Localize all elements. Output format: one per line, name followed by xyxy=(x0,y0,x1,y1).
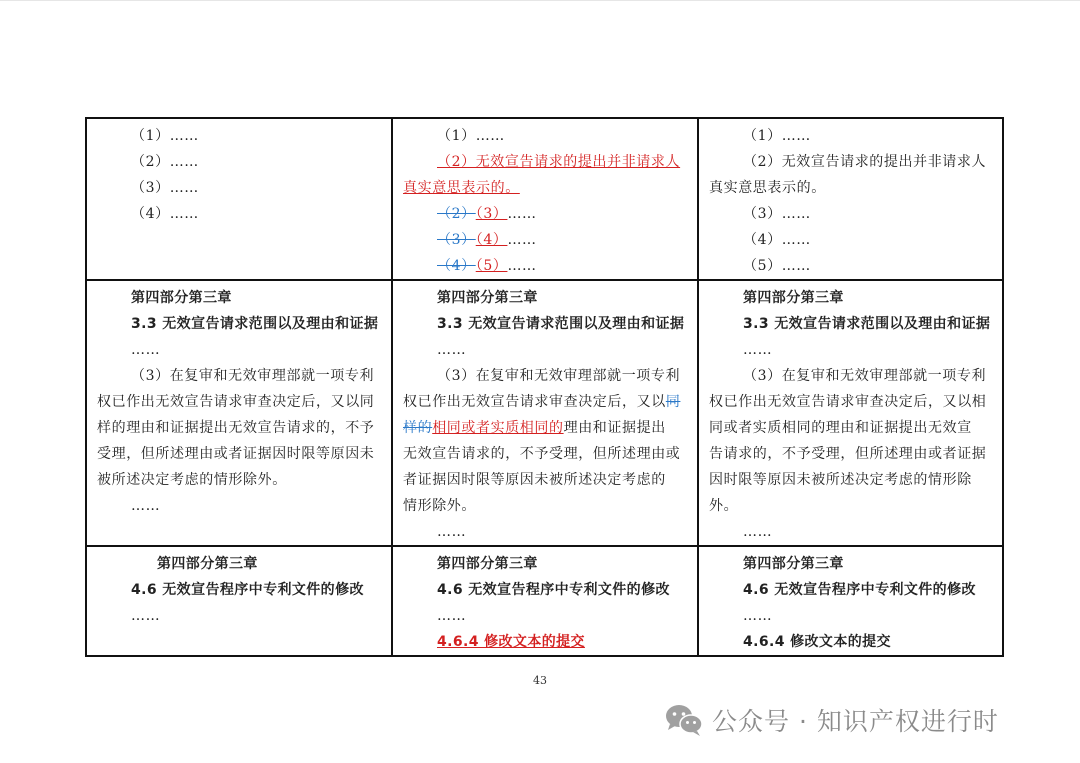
renumbered-item: （2）（3）…… xyxy=(437,206,537,222)
paragraph-line: 权已作出无效宣告请求审查决定后，又以同 xyxy=(403,394,681,410)
paragraph-line: 同或者实质相同的理由和证据提出无效宣 xyxy=(709,420,972,436)
row3-revision-cell xyxy=(392,546,698,656)
inserted-text: 真实意思表示的。 xyxy=(403,180,520,196)
ellipsis: …… xyxy=(743,524,773,540)
paragraph-line: （3）在复审和无效审理部就一项专利 xyxy=(743,368,987,384)
inserted-item-continued xyxy=(403,175,689,201)
paragraph-line: （3）在复审和无效审理部就一项专利 xyxy=(131,368,375,384)
ellipsis: …… xyxy=(437,342,467,358)
inserted-heading xyxy=(403,629,689,655)
inserted-text: 4.6.4 修改文本的提交 xyxy=(437,634,585,650)
section-subheading: 3.3 无效宣告请求范围以及理由和证据 xyxy=(743,316,991,332)
paragraph-line: 权已作出无效宣告请求审查决定后，又以相 xyxy=(709,394,987,410)
watermark-text: 公众号 · 知识产权进行时 xyxy=(712,707,999,736)
row2-final-cell xyxy=(698,280,1003,546)
paragraph-line: 情形除外。 xyxy=(403,498,476,514)
ellipsis: …… xyxy=(743,342,773,358)
deleted-text: 同 xyxy=(665,394,681,410)
list-item: （4）…… xyxy=(131,206,199,222)
list-item: （1）…… xyxy=(743,128,811,144)
row1-revision-cell xyxy=(392,118,698,280)
paragraph-line: （3）在复审和无效审理部就一项专利 xyxy=(437,368,681,384)
section-heading: 第四部分第三章 xyxy=(437,556,538,572)
inserted-text: 相同或者实质相同的 xyxy=(432,420,564,436)
inserted-text: （3） xyxy=(475,206,508,222)
ellipsis: …… xyxy=(743,608,773,624)
paragraph-line: 权已作出无效宣告请求审查决定后，又以同 xyxy=(97,394,375,410)
section-heading: 第四部分第三章 xyxy=(131,290,232,306)
watermark xyxy=(664,700,999,740)
list-item-continued: 真实意思表示的。 xyxy=(709,180,826,196)
list-item: （4）…… xyxy=(743,232,811,248)
inserted-item xyxy=(403,149,689,175)
page-top-rule xyxy=(0,0,1080,1)
inserted-text: （4） xyxy=(475,232,508,248)
paragraph-line: 外。 xyxy=(709,498,739,514)
wechat-icon xyxy=(664,703,704,737)
section-heading: 第四部分第三章 xyxy=(743,556,844,572)
deleted-text: （4） xyxy=(437,258,476,274)
section-heading: 第四部分第三章 xyxy=(157,556,258,572)
list-item: （2）无效宣告请求的提出并非请求人 xyxy=(743,154,987,170)
section-subheading: 4.6 无效宣告程序中专利文件的修改 xyxy=(743,582,976,598)
list-item: （3）…… xyxy=(743,206,811,222)
paragraph-line: 受理，但所述理由或者证据因时限等原因未 xyxy=(97,446,375,462)
row1-final-cell xyxy=(698,118,1003,280)
inserted-text: （2）无效宣告请求的提出并非请求人 xyxy=(437,154,681,170)
table-row xyxy=(86,118,1003,280)
list-item: （5）…… xyxy=(743,258,811,274)
list-item: （1）…… xyxy=(131,128,199,144)
ellipsis: …… xyxy=(437,608,467,624)
section-subheading: 3.3 无效宣告请求范围以及理由和证据 xyxy=(437,316,685,332)
list-item: （1）…… xyxy=(437,128,505,144)
paragraph-line: 无效宣告请求的，不予受理，但所述理由或 xyxy=(403,446,681,462)
section-subheading: 3.3 无效宣告请求范围以及理由和证据 xyxy=(131,316,379,332)
renumbered-item: （4）（5）…… xyxy=(437,258,537,274)
new-heading: 4.6.4 修改文本的提交 xyxy=(743,634,891,650)
list-item: （2）…… xyxy=(131,154,199,170)
row2-revision-cell xyxy=(392,280,698,546)
deleted-text: （2） xyxy=(437,206,476,222)
table-row xyxy=(86,546,1003,656)
section-heading: 第四部分第三章 xyxy=(437,290,538,306)
page-number: 43 xyxy=(533,674,547,687)
comparison-table xyxy=(85,117,1004,657)
row3-final-cell xyxy=(698,546,1003,656)
ellipsis: …… xyxy=(437,524,467,540)
section-heading: 第四部分第三章 xyxy=(743,290,844,306)
ellipsis: …… xyxy=(131,342,161,358)
paragraph-line: 样的相同或者实质相同的理由和证据提出 xyxy=(403,420,666,436)
row2-original-cell xyxy=(86,280,392,546)
deleted-text: 样的 xyxy=(403,420,433,436)
row1-original-cell xyxy=(86,118,392,280)
paragraph-line: 因时限等原因未被所述决定考虑的情形除 xyxy=(709,472,972,488)
inserted-text: （5） xyxy=(475,258,508,274)
ellipsis: …… xyxy=(131,498,161,514)
paragraph-line: 告请求的，不予受理，但所述理由或者证据 xyxy=(709,446,987,462)
paragraph-line: 被所述决定考虑的情形除外。 xyxy=(97,472,287,488)
list-item: （3）…… xyxy=(131,180,199,196)
deleted-text: （3） xyxy=(437,232,476,248)
paragraph-line: 者证据因时限等原因未被所述决定考虑的 xyxy=(403,472,666,488)
paragraph-line: 样的理由和证据提出无效宣告请求的，不予 xyxy=(97,420,375,436)
ellipsis: …… xyxy=(131,608,161,624)
row3-original-cell xyxy=(86,546,392,656)
section-subheading: 4.6 无效宣告程序中专利文件的修改 xyxy=(437,582,670,598)
table-row xyxy=(86,280,1003,546)
renumbered-item: （3）（4）…… xyxy=(437,232,537,248)
section-subheading: 4.6 无效宣告程序中专利文件的修改 xyxy=(131,582,364,598)
